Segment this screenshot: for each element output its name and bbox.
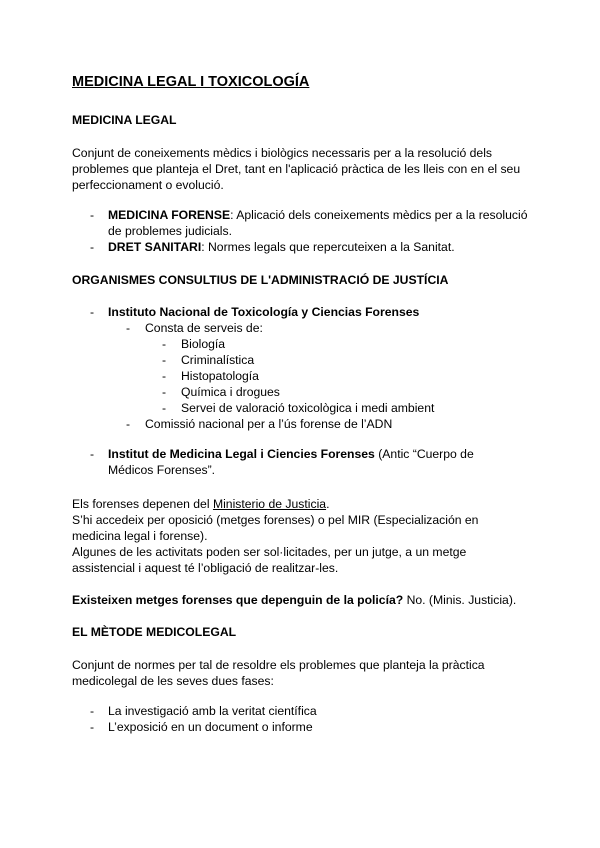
definition-dret-sanitari: : Normes legals que repercuteixen a la Sanitat. bbox=[201, 240, 455, 254]
answer-text: No. (Minis. Justicia). bbox=[403, 593, 517, 607]
question-text: Existeixen metges forenses que depenguin de la policía? bbox=[72, 593, 404, 607]
paragraph-acces: S’hi accedeix per oposició (metges forenses) o pel MIR (Especialización en medicina legal i forense). bbox=[72, 513, 479, 543]
list-item-org1-sub: - Consta de serveis de: bbox=[72, 320, 540, 336]
service-item: - Servei de valoració toxicològica i medi ambient bbox=[72, 400, 540, 416]
paragraph-definition: Conjunt de coneixements mèdics i biològics necessaris per a la resolució dels problemes que planteja el Dret, tant en l'aplicació pràctica de les lleis con en el seu perfeccionament o evolució. bbox=[72, 146, 521, 192]
list-item: - La investigació amb la veritat científica bbox=[72, 703, 540, 719]
section-medicina-legal bbox=[72, 112, 540, 128]
document-title: MEDICINA LEGAL I TOXICOLOGÍA bbox=[72, 74, 310, 90]
term-dret-sanitari: DRET SANITARI bbox=[108, 240, 202, 254]
document-title-block bbox=[72, 73, 540, 91]
service-item: - Química i drogues bbox=[72, 384, 540, 400]
service-item: - Histopatología bbox=[72, 368, 540, 384]
org1-name: Instituto Nacional de Toxicología y Ciencias Forenses bbox=[108, 305, 420, 319]
list-item-org2 bbox=[72, 446, 516, 478]
section-medicina-legal-intro bbox=[72, 145, 528, 193]
paragraph-metode: Conjunt de normes per tal de resoldre els problemes que planteja la pràctica medicolegal de les seves dues fases: bbox=[72, 658, 485, 688]
question-block bbox=[72, 592, 560, 608]
section-heading-organismes: ORGANISMES CONSULTIUS DE L'ADMINISTRACIÓ DE JUSTÍCIA bbox=[72, 273, 449, 287]
org2-name: Institut de Medicina Legal i Ciencies Forenses bbox=[108, 447, 375, 461]
section-heading-medicina-legal: MEDICINA LEGAL bbox=[72, 113, 177, 127]
list-item: - L’exposició en un document o informe bbox=[72, 719, 540, 735]
metode-list bbox=[72, 703, 540, 735]
list-item-org1 bbox=[72, 304, 540, 320]
org2-note: (Antic “Cuerpo de Médicos Forenses”. bbox=[108, 447, 474, 477]
medicina-legal-list bbox=[72, 207, 534, 255]
section-metode-intro bbox=[72, 657, 518, 689]
section-organismes bbox=[72, 272, 540, 288]
organismes-list-2 bbox=[72, 446, 516, 478]
service-item: - Biología bbox=[72, 336, 540, 352]
paragraph-forenses: Els forenses depenen del Ministerio de Justicia. S’hi accedeix per oposició (metges forenses) o pel MIR (Especialización en medicina legal i forense). Algunes de les activitats poden ser sol·licitades, per un jutge, a un metge assistencial i aquest té l’obligació de realitzar-les. bbox=[72, 496, 488, 576]
paragraph-activitats: Algunes de les activitats poden ser sol·licitades, per un jutge, a un metge assistencial i aquest té l’obligació de realitzar-les. bbox=[72, 545, 467, 575]
organismes-list-1 bbox=[72, 304, 540, 432]
definition-medicina-forense: : Aplicació dels coneixements mèdics per a la resolució de problemes judicials. bbox=[108, 208, 528, 238]
section-metode bbox=[72, 624, 540, 640]
list-item-dret-sanitari bbox=[72, 239, 534, 255]
term-medicina-forense: MEDICINA FORENSE bbox=[108, 208, 231, 222]
section-heading-metode: EL MÈTODE MEDICOLEGAL bbox=[72, 625, 237, 639]
list-item-medicina-forense bbox=[72, 207, 534, 239]
list-item-org1-sub2: - Comissió nacional per a l’ús forense de l’ADN bbox=[72, 416, 540, 432]
service-item: - Criminalística bbox=[72, 352, 540, 368]
ministerio-link: Ministerio de Justicia bbox=[212, 497, 327, 511]
